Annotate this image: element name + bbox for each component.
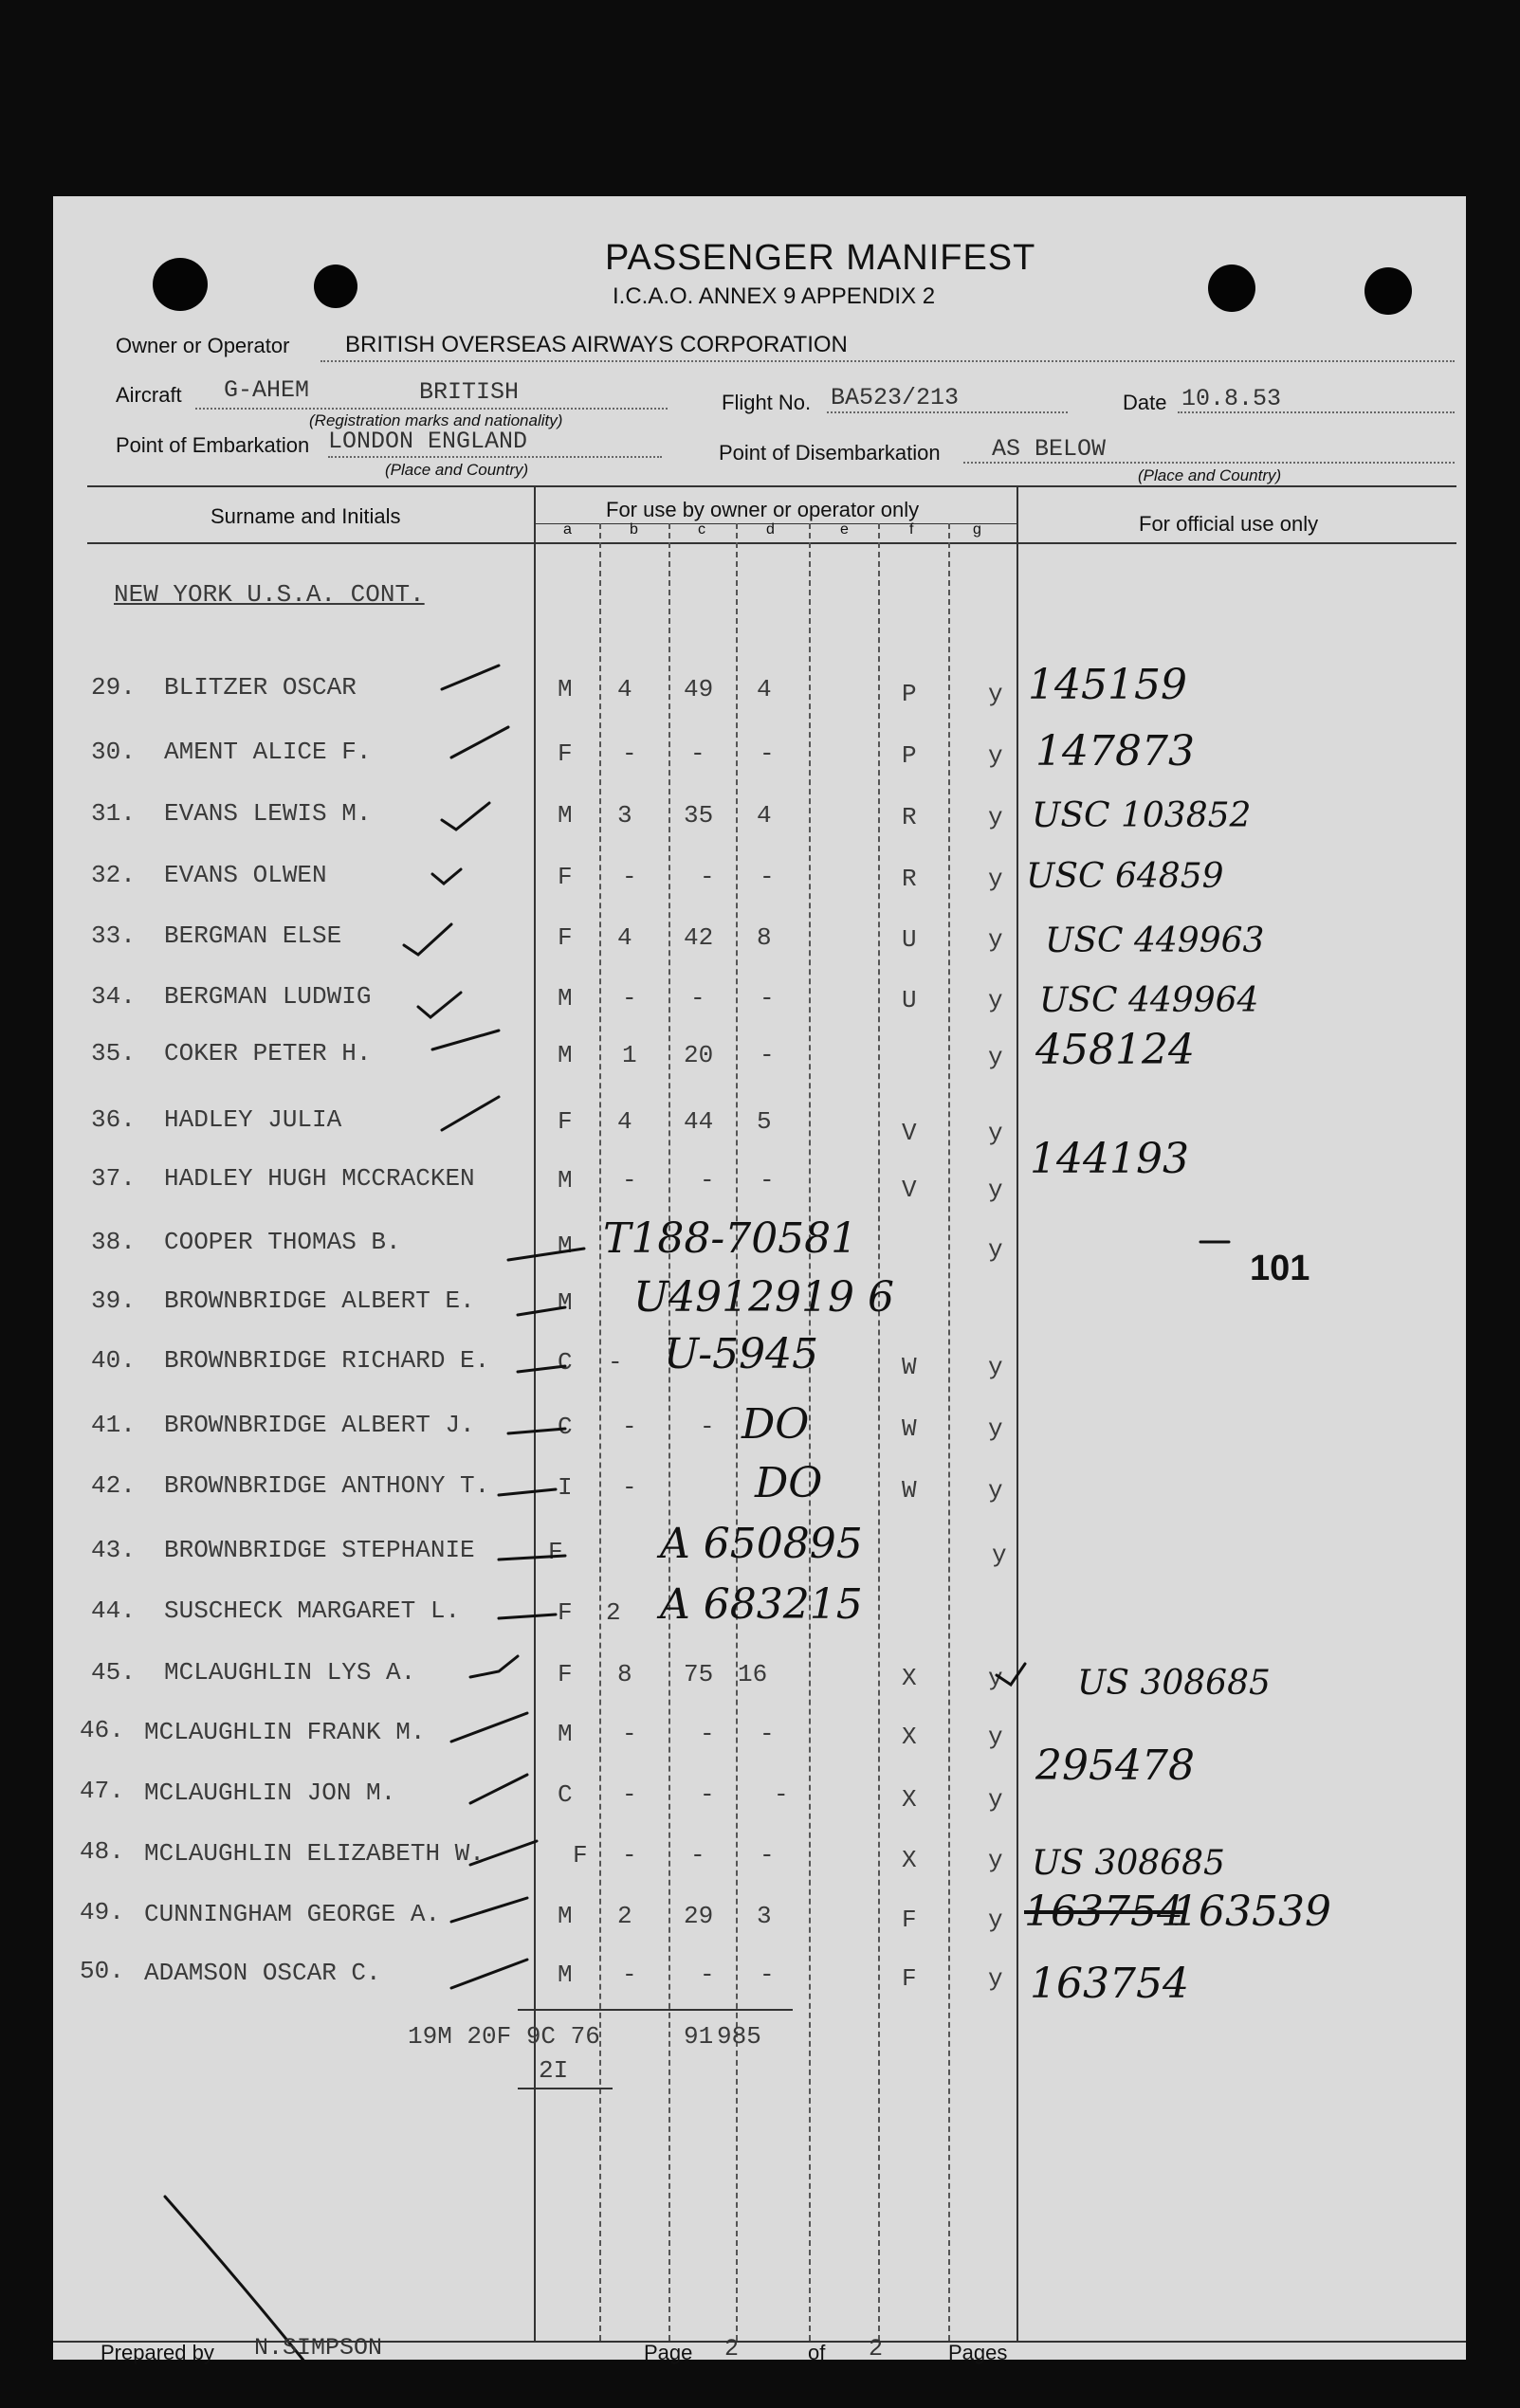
- form-subtitle: I.C.A.O. ANNEX 9 APPENDIX 2: [613, 283, 936, 309]
- row-30-name: AMENT ALICE F.: [164, 738, 372, 766]
- disembarkation-note: (Place and Country): [1138, 466, 1282, 484]
- of-value: 2: [869, 2335, 884, 2362]
- sub-col-b: b: [630, 521, 638, 538]
- row-36-a: F: [558, 1107, 573, 1136]
- row-48-official: US 308685: [1032, 1844, 1225, 1883]
- stamp-number: 101: [1250, 1249, 1310, 1288]
- row-35-official: 458124: [1035, 1026, 1195, 1074]
- row-50-a: M: [558, 1961, 573, 1989]
- row-43-name: BROWNBRIDGE STEPHANIE: [164, 1536, 475, 1564]
- row-32-official: USC 64859: [1026, 857, 1224, 896]
- row-39-a: M: [558, 1288, 573, 1317]
- row-33-number: 33.: [91, 921, 136, 950]
- row-46-a: M: [558, 1720, 573, 1748]
- row-40-b: -: [608, 1348, 623, 1377]
- row-49-official: 163539: [1172, 1888, 1331, 1936]
- row-33-a: F: [558, 923, 573, 952]
- row-47-g: y: [988, 1785, 1003, 1814]
- row-41-f: W: [902, 1414, 917, 1443]
- row-33-name: BERGMAN ELSE: [164, 921, 342, 950]
- row-36-f: V: [902, 1119, 917, 1147]
- prepared-by-label: Prepared by: [101, 2341, 214, 2364]
- row-43-a: F: [548, 1538, 563, 1566]
- row-42-f: W: [902, 1476, 917, 1505]
- row-40-number: 40.: [91, 1346, 136, 1375]
- row-45-b: 8: [617, 1660, 632, 1688]
- row-49-b: 2: [617, 1902, 632, 1930]
- row-50-c: -: [700, 1961, 715, 1989]
- row-30-c: -: [690, 739, 705, 768]
- row-43-g: y: [992, 1541, 1007, 1569]
- row-32-number: 32.: [91, 861, 136, 889]
- row-34-c: -: [690, 984, 705, 1012]
- row-35-d: -: [760, 1041, 775, 1069]
- col-official-heading: For official use only: [1139, 512, 1319, 536]
- row-40-g: y: [988, 1353, 1003, 1381]
- row-49-official-struck: 163754: [1024, 1888, 1183, 1936]
- row-30-b: -: [622, 739, 637, 768]
- row-30-f: P: [902, 741, 917, 770]
- row-34-f: U: [902, 986, 917, 1014]
- row-38-name: COOPER THOMAS B.: [164, 1228, 401, 1256]
- row-47-a: C: [558, 1780, 573, 1809]
- row-50-name: ADAMSON OSCAR C.: [144, 1959, 381, 1987]
- embarkation-label: Point of Embarkation: [116, 433, 310, 457]
- row-32-b: -: [622, 863, 637, 891]
- flight-number: BA523/213: [831, 384, 960, 411]
- row-36-g: y: [988, 1119, 1003, 1147]
- row-45-name: MCLAUGHLIN LYS A.: [164, 1658, 416, 1687]
- row-31-f: R: [902, 803, 917, 831]
- row-38-number: 38.: [91, 1228, 136, 1256]
- row-30-a: F: [558, 739, 573, 768]
- row-46-official: 295478: [1035, 1742, 1195, 1790]
- row-34-b: -: [622, 984, 637, 1012]
- row-49-c: 29: [684, 1902, 714, 1930]
- form-title: PASSENGER MANIFEST: [605, 238, 1036, 278]
- page-value: 2: [724, 2335, 740, 2362]
- totals-line-2: 2I: [539, 2056, 569, 2085]
- row-50-official: 163754: [1030, 1960, 1189, 2008]
- row-38-handwritten: T188-70581: [603, 1214, 858, 1263]
- totals-line-1: 19M 20F 9C 76: [408, 2022, 600, 2051]
- col-owner-heading: For use by owner or operator only: [606, 498, 920, 521]
- row-32-name: EVANS OLWEN: [164, 861, 327, 889]
- row-41-a: C: [558, 1413, 573, 1441]
- row-30-g: y: [988, 741, 1003, 770]
- row-42-name: BROWNBRIDGE ANTHONY T.: [164, 1471, 490, 1500]
- row-36-name: HADLEY JULIA: [164, 1105, 342, 1134]
- row-50-d: -: [760, 1961, 775, 1989]
- row-46-f: X: [902, 1723, 917, 1751]
- row-33-b: 4: [617, 923, 632, 952]
- row-31-d: 4: [757, 801, 772, 830]
- sub-col-d: d: [766, 521, 775, 538]
- row-35-a: M: [558, 1041, 573, 1069]
- row-45-g: y: [988, 1664, 1003, 1692]
- row-32-g: y: [988, 865, 1003, 893]
- row-43-number: 43.: [91, 1536, 136, 1564]
- row-30-number: 30.: [91, 738, 136, 766]
- row-35-name: COKER PETER H.: [164, 1039, 372, 1067]
- row-48-b: -: [622, 1841, 637, 1870]
- row-45-c: 75: [684, 1660, 714, 1688]
- row-44-name: SUSCHECK MARGARET L.: [164, 1596, 461, 1625]
- row-41-c: -: [700, 1413, 715, 1441]
- handwritten-marks: [53, 196, 1466, 2360]
- row-48-c: -: [690, 1841, 705, 1870]
- row-31-name: EVANS LEWIS M.: [164, 799, 372, 828]
- row-41-name: BROWNBRIDGE ALBERT J.: [164, 1411, 475, 1439]
- totals-c: 91: [684, 2022, 714, 2051]
- col-surname-heading: Surname and Initials: [211, 504, 401, 528]
- row-47-f: X: [902, 1785, 917, 1814]
- row-36-number: 36.: [91, 1105, 136, 1134]
- row-46-number: 46.: [80, 1716, 124, 1744]
- row-31-number: 31.: [91, 799, 136, 828]
- row-45-d: 16: [738, 1660, 768, 1688]
- registration-note: (Registration marks and nationality): [309, 411, 563, 429]
- row-37-number: 37.: [91, 1164, 136, 1193]
- row-34-a: M: [558, 984, 573, 1012]
- row-29-c: 49: [684, 675, 714, 703]
- row-34-name: BERGMAN LUDWIG: [164, 982, 372, 1011]
- row-47-number: 47.: [80, 1777, 124, 1805]
- row-29-d: 4: [757, 675, 772, 703]
- row-50-f: F: [902, 1964, 917, 1993]
- date-value: 10.8.53: [1181, 385, 1282, 412]
- row-35-number: 35.: [91, 1039, 136, 1067]
- row-47-c: -: [700, 1780, 715, 1809]
- section-heading: NEW YORK U.S.A. CONT.: [114, 580, 425, 609]
- row-47-d: -: [774, 1780, 789, 1809]
- row-37-b: -: [622, 1166, 637, 1195]
- row-33-f: U: [902, 925, 917, 954]
- row-32-c: -: [700, 863, 715, 891]
- row-33-g: y: [988, 925, 1003, 954]
- row-38-g: y: [988, 1235, 1003, 1264]
- row-32-a: F: [558, 863, 573, 891]
- row-48-a: F: [573, 1841, 588, 1870]
- row-37-c: -: [700, 1166, 715, 1195]
- row-45-a: F: [558, 1660, 573, 1688]
- row-41-g: y: [988, 1414, 1003, 1443]
- row-41-number: 41.: [91, 1411, 136, 1439]
- row-40-a: C: [558, 1348, 573, 1377]
- row-31-official: USC 103852: [1032, 796, 1252, 835]
- row-29-a: M: [558, 675, 573, 703]
- row-40-f: W: [902, 1353, 917, 1381]
- row-46-name: MCLAUGHLIN FRANK M.: [144, 1718, 426, 1746]
- owner-label: Owner or Operator: [116, 334, 290, 357]
- row-43-handwritten: A 650895: [660, 1520, 863, 1568]
- row-50-number: 50.: [80, 1957, 124, 1985]
- totals-d: 985: [717, 2022, 761, 2051]
- row-33-d: 8: [757, 923, 772, 952]
- row-48-g: y: [988, 1846, 1003, 1874]
- sub-col-f: f: [909, 521, 914, 538]
- row-42-number: 42.: [91, 1471, 136, 1500]
- row-37-f: V: [902, 1176, 917, 1204]
- row-33-official: USC 449963: [1045, 921, 1265, 960]
- manifest-sheet: [53, 196, 1466, 2364]
- row-49-g: y: [988, 1906, 1003, 1934]
- row-46-d: -: [760, 1720, 775, 1748]
- prepared-by-value: N.SIMPSON: [254, 2334, 383, 2362]
- row-42-b: -: [622, 1473, 637, 1502]
- row-34-g: y: [988, 986, 1003, 1014]
- row-29-official: 145159: [1028, 661, 1187, 709]
- owner-value: BRITISH OVERSEAS AIRWAYS CORPORATION: [345, 332, 848, 357]
- row-34-d: -: [760, 984, 775, 1012]
- row-31-a: M: [558, 801, 573, 830]
- row-35-c: 20: [684, 1041, 714, 1069]
- row-33-c: 42: [684, 923, 714, 952]
- flight-label: Flight No.: [722, 391, 812, 414]
- embarkation-value: LONDON ENGLAND: [328, 428, 528, 455]
- row-48-f: X: [902, 1846, 917, 1874]
- row-47-b: -: [622, 1780, 637, 1809]
- row-45-official: US 308685: [1077, 1664, 1271, 1703]
- aircraft-registration: G-AHEM: [224, 376, 310, 404]
- row-44-handwritten: A 683215: [660, 1580, 863, 1629]
- row-29-f: P: [902, 680, 917, 708]
- row-50-g: y: [988, 1964, 1003, 1993]
- sub-col-e: e: [840, 521, 849, 538]
- row-41-handwritten: DO: [742, 1400, 810, 1449]
- row-32-d: -: [760, 863, 775, 891]
- row-37-a: M: [558, 1166, 573, 1195]
- row-42-a: I: [558, 1473, 573, 1502]
- row-34-number: 34.: [91, 982, 136, 1011]
- row-48-name: MCLAUGHLIN ELIZABETH W.: [144, 1839, 485, 1868]
- row-49-a: M: [558, 1902, 573, 1930]
- row-39-number: 39.: [91, 1286, 136, 1315]
- row-49-name: CUNNINGHAM GEORGE A.: [144, 1900, 441, 1928]
- row-45-number: 45.: [91, 1658, 136, 1687]
- row-46-b: -: [622, 1720, 637, 1748]
- row-42-handwritten: DO: [755, 1459, 823, 1507]
- sub-col-g: g: [973, 521, 981, 538]
- sub-col-c: c: [698, 521, 705, 538]
- row-34-official: USC 449964: [1039, 981, 1259, 1020]
- row-36-d: 5: [757, 1107, 772, 1136]
- row-44-a: F: [558, 1598, 573, 1627]
- row-29-g: y: [988, 680, 1003, 708]
- row-40-handwritten: U-5945: [664, 1330, 819, 1378]
- row-35-b: 1: [622, 1041, 637, 1069]
- row-48-number: 48.: [80, 1837, 124, 1866]
- row-42-g: y: [988, 1476, 1003, 1505]
- row-46-g: y: [988, 1723, 1003, 1751]
- row-41-b: -: [622, 1413, 637, 1441]
- sub-col-a: a: [563, 521, 572, 538]
- row-45-f: X: [902, 1664, 917, 1692]
- row-37-d: -: [760, 1166, 775, 1195]
- row-39-handwritten: U4912919 6: [633, 1273, 895, 1322]
- row-49-f: F: [902, 1906, 917, 1934]
- row-29-b: 4: [617, 675, 632, 703]
- row-47-name: MCLAUGHLIN JON M.: [144, 1779, 396, 1807]
- row-40-name: BROWNBRIDGE RICHARD E.: [164, 1346, 490, 1375]
- row-48-d: -: [760, 1841, 775, 1870]
- row-49-number: 49.: [80, 1898, 124, 1926]
- row-36-b: 4: [617, 1107, 632, 1136]
- row-31-b: 3: [617, 801, 632, 830]
- pages-label: Pages: [948, 2341, 1008, 2364]
- row-37-name: HADLEY HUGH MCCRACKEN: [164, 1164, 475, 1193]
- row-46-c: -: [700, 1720, 715, 1748]
- row-31-c: 35: [684, 801, 714, 830]
- row-29-number: 29.: [91, 673, 136, 702]
- aircraft-label: Aircraft: [116, 383, 182, 407]
- row-36-official: 144193: [1030, 1135, 1189, 1183]
- row-32-f: R: [902, 865, 917, 893]
- disembarkation-label: Point of Disembarkation: [719, 441, 941, 465]
- row-29-name: BLITZER OSCAR: [164, 673, 357, 702]
- row-37-g: y: [988, 1176, 1003, 1204]
- row-36-c: 44: [684, 1107, 714, 1136]
- disembarkation-value: AS BELOW: [992, 435, 1107, 463]
- of-label: of: [808, 2341, 826, 2364]
- page-label: Page: [644, 2341, 693, 2364]
- row-50-b: -: [622, 1961, 637, 1989]
- embarkation-note: (Place and Country): [385, 461, 529, 479]
- row-49-d: 3: [757, 1902, 772, 1930]
- row-44-b: 2: [606, 1598, 621, 1627]
- row-38-a: M: [558, 1231, 573, 1260]
- date-label: Date: [1123, 391, 1167, 414]
- row-30-d: -: [760, 739, 775, 768]
- aircraft-nationality: BRITISH: [419, 378, 520, 406]
- row-39-name: BROWNBRIDGE ALBERT E.: [164, 1286, 475, 1315]
- row-30-official: 147873: [1035, 727, 1195, 775]
- row-44-number: 44.: [91, 1596, 136, 1625]
- row-31-g: y: [988, 803, 1003, 831]
- row-35-g: y: [988, 1043, 1003, 1071]
